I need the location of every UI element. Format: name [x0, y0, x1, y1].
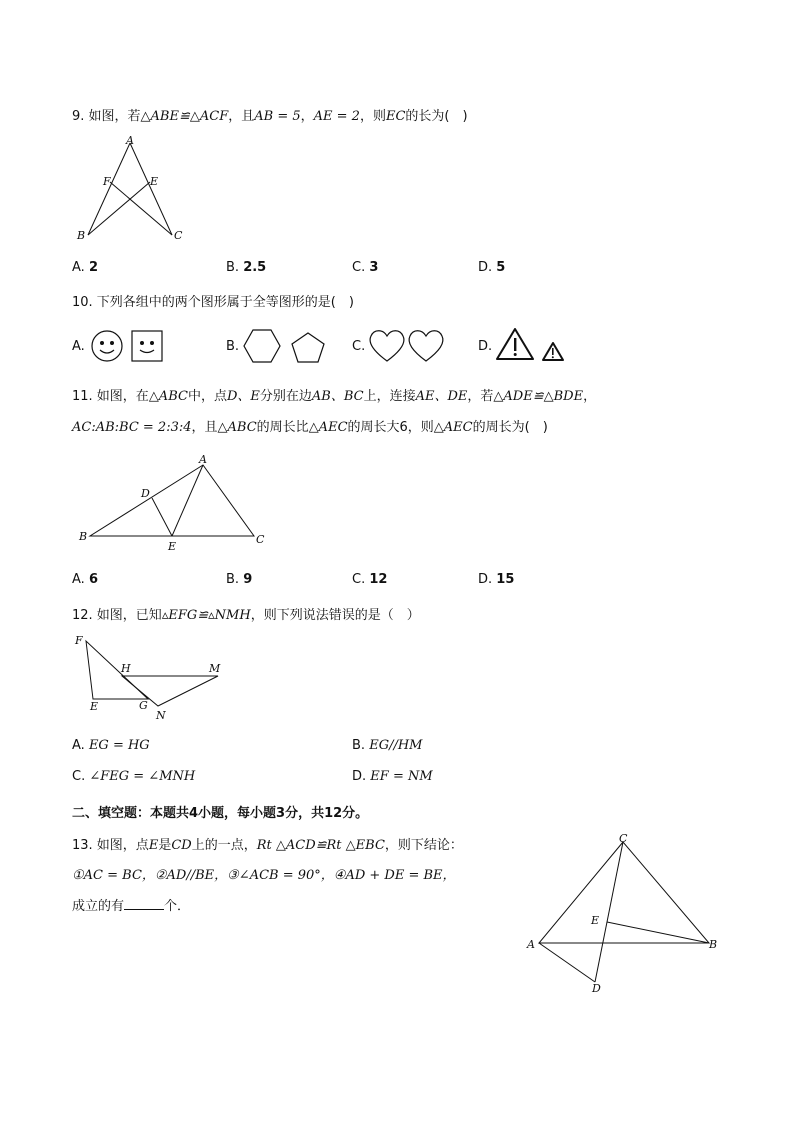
option-text: 2.5	[243, 260, 267, 275]
q11-stem-math: △ADE≌△BDE	[493, 389, 584, 404]
q11-stem-math: △AEC	[308, 420, 348, 435]
q9-stem-text: 9. 如图，若	[72, 109, 141, 124]
q12-option-d[interactable]	[352, 769, 433, 784]
q9-option-c[interactable]	[352, 260, 378, 275]
hearts-icon	[368, 328, 448, 364]
q11-stem-text: ，且	[191, 420, 218, 435]
q13-label-b: B	[709, 938, 718, 951]
q11-stem-math: △ABC	[217, 420, 257, 435]
q11-stem-math: AB、BC	[311, 389, 364, 404]
q13-stem-text: 是	[158, 838, 172, 853]
option-letter: A.	[72, 572, 85, 587]
q13-label-a: A	[527, 938, 535, 951]
option-letter: D.	[478, 339, 493, 354]
q13-stem-text: 上的一点，	[191, 838, 257, 853]
q9-label-f: F	[103, 175, 111, 188]
q13-label-d: D	[592, 982, 601, 995]
q12-option-c[interactable]	[72, 769, 195, 784]
q9-label-c: C	[174, 229, 183, 242]
option-letter: C.	[352, 339, 366, 354]
q9-label-b: B	[77, 229, 86, 242]
q12-option-a[interactable]	[72, 738, 150, 753]
smiley-faces-icon	[90, 329, 165, 365]
q13-stem-math: CD	[171, 838, 192, 853]
option-letter: C.	[352, 572, 366, 587]
q12-figure	[72, 630, 237, 725]
q12-label-m: M	[209, 662, 221, 675]
option-text: 12	[369, 572, 388, 587]
q13-stem-text: 成立的有	[72, 899, 125, 914]
q13-stem-line1	[72, 834, 463, 853]
q11-stem-text: 上，连接	[363, 389, 416, 404]
q11-stem-text: 的周长比	[256, 420, 309, 435]
option-letter: B.	[226, 339, 240, 354]
q9-option-b[interactable]	[226, 260, 266, 275]
q9-stem-math: EC	[385, 109, 406, 124]
q11-stem-text: 的周长为( )	[472, 420, 548, 435]
section-title: 二、填空题：本题共4小题，每小题3分，共12分。	[72, 806, 369, 821]
q9-stem-math: △ABE≌△ACF	[140, 109, 229, 124]
hexagon-pentagon-icon	[244, 328, 326, 364]
q12-label-n: N	[156, 709, 166, 722]
q13-stem-line3	[72, 895, 190, 914]
option-letter: C.	[352, 260, 366, 275]
q13-label-e: E	[591, 914, 600, 927]
q13-stem-text: ，则下结论：	[384, 838, 463, 853]
option-text: 2	[88, 260, 98, 275]
q11-stem-math: △ABC	[148, 389, 188, 404]
q9-stem-math: AE = 2	[313, 109, 360, 124]
q12-stem	[72, 604, 420, 623]
q9-label-e: E	[150, 175, 159, 188]
q12-label-f: F	[75, 634, 83, 647]
q12-stem-math: ▵EFG≌▵NMH	[161, 608, 251, 623]
q12-stem-text: 12. 如图，已知	[72, 608, 162, 623]
option-text: EG//HM	[369, 738, 423, 753]
q13-stem-text: 13. 如图，点	[72, 838, 149, 853]
option-text: EG = HG	[88, 738, 150, 753]
q11-label-a: A	[199, 453, 207, 466]
option-letter: A.	[72, 738, 85, 753]
q13-stem-math: E	[148, 838, 159, 853]
q12-stem-text: ，则下列说法错误的是（ ）	[250, 608, 420, 623]
q11-option-a[interactable]	[72, 572, 98, 587]
q11-figure	[72, 450, 282, 555]
q9-stem-text: ，且	[228, 109, 255, 124]
q11-label-c: C	[256, 533, 265, 546]
q12-option-b[interactable]	[352, 738, 423, 753]
q11-label-d: D	[141, 487, 150, 500]
q9-option-d[interactable]	[478, 260, 505, 275]
option-letter: D.	[478, 572, 493, 587]
q12-label-e: E	[90, 700, 99, 713]
q9-stem-text: ，	[300, 109, 314, 124]
q11-stem-text: 的周长大6，则	[347, 420, 434, 435]
q13-figure	[525, 830, 725, 1000]
q9-stem	[72, 105, 468, 124]
q11-option-c[interactable]	[352, 572, 387, 587]
warning-triangles-icon	[496, 327, 568, 363]
q11-stem-line2	[72, 416, 548, 435]
q11-stem-text: 分别在边	[259, 389, 312, 404]
option-text: 15	[496, 572, 515, 587]
option-text: ∠FEG = ∠MNH	[89, 769, 196, 784]
q10-option-a[interactable]	[72, 339, 85, 354]
option-text: 6	[88, 572, 98, 587]
q10-stem: 10. 下列各组中的两个图形属于全等图形的是( )	[72, 295, 354, 310]
q11-stem-math: △AEC	[433, 420, 473, 435]
q11-stem-math: D、E	[226, 389, 260, 404]
q11-label-e: E	[168, 540, 177, 553]
q9-figure	[72, 135, 202, 250]
option-letter: D.	[352, 769, 367, 784]
answer-blank[interactable]	[124, 897, 164, 910]
q13-label-c: C	[619, 832, 628, 845]
q9-option-a[interactable]	[72, 260, 98, 275]
q11-stem-line1	[72, 385, 596, 404]
q11-option-b[interactable]	[226, 572, 252, 587]
q9-label-a: A	[126, 134, 134, 147]
option-letter: C.	[72, 769, 86, 784]
q13-stem-line2: ①AC = BC，②AD//BE，③∠ACB = 90°，④AD + DE = BE，	[72, 868, 456, 883]
q11-option-d[interactable]	[478, 572, 514, 587]
q13-stem-math: Rt △ACD≌Rt △EBC	[256, 838, 385, 853]
q11-stem-math: AC:AB:BC = 2:3:4	[72, 420, 192, 435]
option-letter: D.	[478, 260, 493, 275]
option-text: EF = NM	[370, 769, 433, 784]
q11-label-b: B	[79, 530, 88, 543]
q9-stem-text: 的长为( )	[405, 109, 468, 124]
q11-stem-math: AE、DE	[415, 389, 468, 404]
q11-stem-text: 11. 如图，在	[72, 389, 149, 404]
option-letter: A.	[72, 260, 85, 275]
option-text: 5	[496, 260, 506, 275]
option-letter: B.	[226, 260, 240, 275]
q12-label-h: H	[121, 662, 131, 675]
q13-stem-text: 个．	[164, 899, 191, 914]
q11-stem-text: ，若	[467, 389, 494, 404]
q12-label-g: G	[139, 699, 148, 712]
q9-stem-text: ，则	[359, 109, 386, 124]
option-letter: B.	[226, 572, 240, 587]
option-letter: B.	[352, 738, 366, 753]
q11-stem-text: ，	[583, 389, 597, 404]
option-text: 3	[369, 260, 379, 275]
option-letter: A.	[72, 339, 85, 354]
q10-option-b[interactable]	[226, 339, 239, 354]
option-text: 9	[243, 572, 253, 587]
q10-option-c[interactable]	[352, 339, 365, 354]
q11-stem-text: 中，点	[187, 389, 227, 404]
q9-stem-math: AB = 5	[254, 109, 301, 124]
q10-option-d[interactable]	[478, 339, 492, 354]
